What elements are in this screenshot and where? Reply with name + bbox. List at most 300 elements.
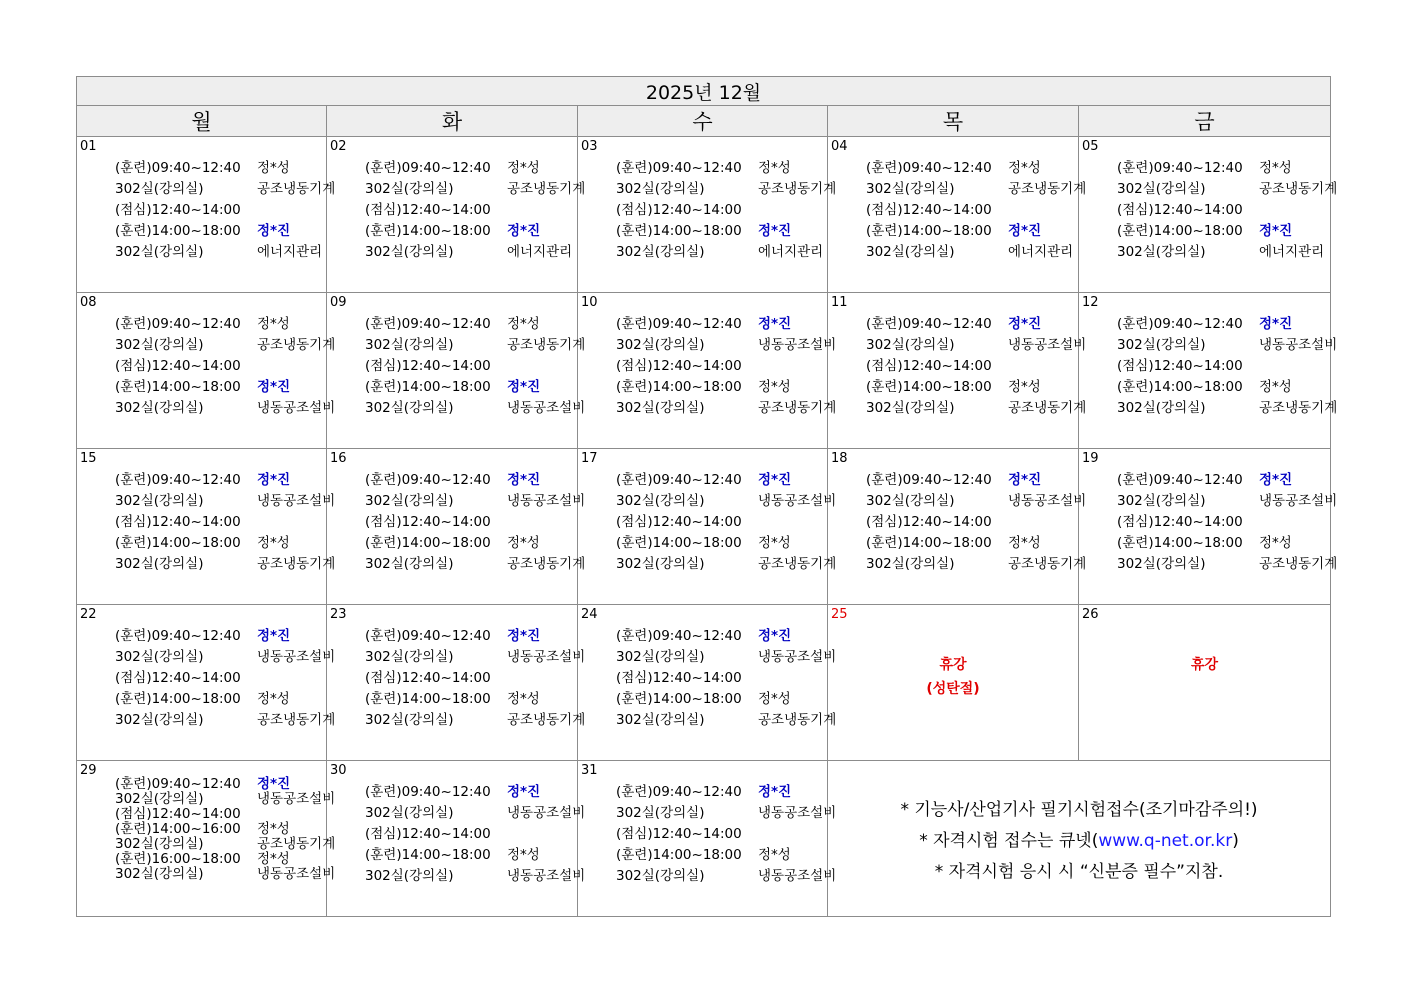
- schedule-instructor-or-subject: 정*진: [257, 472, 291, 488]
- schedule-instructor-or-subject: 냉동공조설비: [257, 493, 336, 509]
- schedule-line: [115, 626, 322, 647]
- schedule-instructor-or-subject: 냉동공조설비: [257, 400, 336, 416]
- schedule-time-or-room: (훈련)14:00~18:00: [616, 379, 742, 395]
- schedule-line: [365, 512, 573, 533]
- schedule-time-or-room: (점심)12:40~14:00: [365, 670, 491, 686]
- schedule-line: [115, 179, 336, 200]
- day-number: 30: [330, 763, 347, 778]
- schedule-line: [115, 866, 336, 882]
- notice-line-2-prefix: * 자격시험 접수는 큐넷(: [919, 831, 1099, 851]
- schedule-time-or-room: (훈련)09:40~12:40: [115, 160, 241, 176]
- schedule-instructor-or-subject: 정*성: [257, 851, 290, 867]
- schedule-line: [866, 221, 1074, 242]
- holiday-notice: [1079, 653, 1330, 677]
- schedule-instructor-or-subject: 정*성: [507, 691, 540, 707]
- schedule-line: [1117, 314, 1326, 335]
- schedule-time-or-room: 302실(강의실): [1117, 556, 1206, 572]
- schedule-line: [115, 791, 336, 807]
- day-cell: [828, 293, 1087, 449]
- schedule-time-or-room: 302실(강의실): [866, 493, 955, 509]
- day-cell: [77, 137, 336, 293]
- schedule-time-or-room: 302실(강의실): [115, 337, 204, 353]
- day-cell: [828, 137, 1087, 293]
- holiday-notice: [828, 653, 1078, 701]
- schedule-instructor-or-subject: 정*진: [758, 223, 792, 239]
- schedule-line: [365, 554, 586, 575]
- schedule-line: [115, 200, 322, 221]
- schedule-line: [616, 647, 837, 668]
- day-number: 25: [831, 607, 848, 622]
- schedule-time-or-room: 302실(강의실): [616, 181, 705, 197]
- schedule-time-or-room: (훈련)14:00~18:00: [115, 379, 241, 395]
- notice-box: [828, 795, 1330, 888]
- day-cell: [327, 761, 586, 917]
- schedule-time-or-room: (훈련)09:40~12:40: [866, 472, 992, 488]
- schedule-line: [365, 179, 586, 200]
- schedule-instructor-or-subject: 공조냉동기계: [1008, 181, 1087, 197]
- notice-line-2: [828, 826, 1330, 857]
- schedule-entries: [866, 158, 1087, 263]
- day-cell: [578, 293, 837, 449]
- schedule-time-or-room: 302실(강의실): [115, 836, 204, 852]
- day-cell: [1079, 605, 1331, 761]
- schedule-line: [616, 824, 823, 845]
- schedule-line: [115, 710, 336, 731]
- schedule-time-or-room: 302실(강의실): [866, 556, 955, 572]
- schedule-instructor-or-subject: 정*진: [257, 776, 291, 792]
- day-cell: [1079, 449, 1338, 605]
- day-cell: [578, 449, 837, 605]
- schedule-time-or-room: (훈련)09:40~12:40: [866, 316, 992, 332]
- schedule-entries: [115, 626, 336, 731]
- schedule-line: [616, 335, 837, 356]
- schedule-line: [365, 491, 586, 512]
- schedule-instructor-or-subject: 공조냉동기계: [507, 556, 586, 572]
- schedule-instructor-or-subject: 정*성: [257, 691, 290, 707]
- schedule-time-or-room: 302실(강의실): [115, 791, 204, 807]
- schedule-line: [616, 179, 837, 200]
- holiday-label: (성탄절): [926, 681, 980, 697]
- week-row: [77, 761, 1331, 917]
- schedule-time-or-room: 302실(강의실): [866, 400, 955, 416]
- schedule-instructor-or-subject: 정*진: [257, 628, 291, 644]
- schedule-time-or-room: 302실(강의실): [616, 493, 705, 509]
- notice-line-3: * 자격시험 응시 시 “신분증 필수”지참.: [934, 862, 1224, 882]
- schedule-line: [115, 822, 322, 837]
- day-number: 19: [1082, 451, 1099, 466]
- schedule-time-or-room: 302실(강의실): [616, 805, 705, 821]
- schedule-entries: [616, 158, 837, 263]
- schedule-line: [616, 356, 823, 377]
- schedule-instructor-or-subject: 공조냉동기계: [257, 836, 336, 852]
- schedule-line: [616, 377, 823, 398]
- day-cell: [77, 605, 336, 761]
- schedule-line: [866, 158, 1074, 179]
- schedule-line: [616, 470, 823, 491]
- schedule-instructor-or-subject: 정*성: [257, 821, 290, 837]
- schedule-time-or-room: (점심)12:40~14:00: [365, 358, 491, 374]
- schedule-time-or-room: 302실(강의실): [365, 805, 454, 821]
- week-row: [77, 293, 1331, 449]
- schedule-instructor-or-subject: 공조냉동기계: [257, 556, 336, 572]
- schedule-instructor-or-subject: 정*성: [507, 535, 540, 551]
- schedule-entries: [1117, 314, 1338, 419]
- notice-line-2-suffix: ): [1232, 831, 1239, 851]
- schedule-time-or-room: 302실(강의실): [365, 649, 454, 665]
- schedule-time-or-room: (훈련)09:40~12:40: [616, 160, 742, 176]
- schedule-instructor-or-subject: 냉동공조설비: [758, 649, 837, 665]
- schedule-instructor-or-subject: 정*성: [1008, 379, 1041, 395]
- schedule-instructor-or-subject: 냉동공조설비: [257, 791, 336, 807]
- schedule-line: [1117, 491, 1338, 512]
- day-number: 31: [581, 763, 598, 778]
- schedule-instructor-or-subject: 정*진: [507, 223, 541, 239]
- schedule-line: [616, 200, 823, 221]
- schedule-instructor-or-subject: 공조냉동기계: [507, 337, 586, 353]
- schedule-line: [365, 824, 573, 845]
- schedule-entries: [866, 470, 1087, 575]
- schedule-line: [115, 647, 336, 668]
- schedule-time-or-room: (점심)12:40~14:00: [365, 202, 491, 218]
- schedule-line: [365, 200, 573, 221]
- schedule-time-or-room: (훈련)14:00~18:00: [616, 535, 742, 551]
- schedule-time-or-room: (훈련)14:00~18:00: [866, 535, 992, 551]
- schedule-line: [616, 398, 837, 419]
- schedule-line: [1117, 398, 1338, 419]
- schedule-instructor-or-subject: 정*성: [257, 535, 290, 551]
- schedule-line: [365, 866, 586, 887]
- schedule-time-or-room: (점심)12:40~14:00: [365, 826, 491, 842]
- schedule-time-or-room: (점심)12:40~14:00: [616, 514, 742, 530]
- schedule-time-or-room: (훈련)16:00~18:00: [115, 851, 241, 867]
- day-number: 29: [80, 763, 97, 778]
- schedule-time-or-room: 302실(강의실): [115, 493, 204, 509]
- day-cell: [1079, 137, 1338, 293]
- schedule-time-or-room: (훈련)09:40~12:40: [365, 472, 491, 488]
- schedule-time-or-room: (점심)12:40~14:00: [365, 514, 491, 530]
- schedule-instructor-or-subject: 냉동공조설비: [758, 337, 837, 353]
- schedule-instructor-or-subject: 냉동공조설비: [257, 649, 336, 665]
- day-cell: [327, 137, 586, 293]
- schedule-time-or-room: (훈련)14:00~18:00: [1117, 223, 1243, 239]
- schedule-line: [866, 242, 1074, 263]
- schedule-line: [115, 512, 322, 533]
- schedule-line: [365, 647, 586, 668]
- day-number: 15: [80, 451, 97, 466]
- schedule-line: [365, 782, 573, 803]
- schedule-instructor-or-subject: 냉동공조설비: [1259, 493, 1338, 509]
- schedule-entries: [365, 158, 586, 263]
- schedule-time-or-room: (점심)12:40~14:00: [115, 806, 241, 822]
- schedule-instructor-or-subject: 냉동공조설비: [507, 868, 586, 884]
- schedule-line: [1117, 533, 1326, 554]
- schedule-instructor-or-subject: 냉동공조설비: [257, 866, 336, 882]
- schedule-time-or-room: 302실(강의실): [616, 337, 705, 353]
- schedule-line: [1117, 242, 1326, 263]
- schedule-line: [1117, 377, 1326, 398]
- schedule-instructor-or-subject: 공조냉동기계: [507, 181, 586, 197]
- schedule-line: [616, 221, 823, 242]
- day-cell: [578, 137, 837, 293]
- schedule-time-or-room: 302실(강의실): [365, 493, 454, 509]
- schedule-instructor-or-subject: 정*진: [507, 784, 541, 800]
- schedule-time-or-room: (점심)12:40~14:00: [115, 202, 241, 218]
- schedule-line: [365, 689, 573, 710]
- schedule-entries: [616, 782, 837, 887]
- schedule-instructor-or-subject: 냉동공조설비: [507, 493, 586, 509]
- schedule-instructor-or-subject: 냉동공조설비: [507, 400, 586, 416]
- schedule-instructor-or-subject: 공조냉동기계: [758, 400, 837, 416]
- schedule-instructor-or-subject: 공조냉동기계: [758, 556, 837, 572]
- schedule-line: [115, 668, 322, 689]
- schedule-line: [115, 314, 322, 335]
- schedule-time-or-room: 302실(강의실): [115, 866, 204, 882]
- schedule-time-or-room: (점심)12:40~14:00: [115, 514, 241, 530]
- schedule-line: [616, 533, 823, 554]
- day-number: 16: [330, 451, 347, 466]
- schedule-instructor-or-subject: 냉동공조설비: [507, 649, 586, 665]
- schedule-line: [1117, 554, 1338, 575]
- schedule-line: [616, 491, 837, 512]
- schedule-time-or-room: 302실(강의실): [866, 181, 955, 197]
- schedule-entries: [115, 470, 336, 575]
- schedule-line: [616, 668, 823, 689]
- schedule-instructor-or-subject: 정*성: [507, 160, 540, 176]
- schedule-line: [616, 512, 823, 533]
- schedule-instructor-or-subject: 공조냉동기계: [257, 712, 336, 728]
- schedule-entries: [115, 314, 336, 419]
- schedule-entries: [115, 158, 336, 263]
- schedule-instructor-or-subject: 정*진: [507, 472, 541, 488]
- schedule-line: [866, 200, 1074, 221]
- schedule-line: [866, 512, 1074, 533]
- schedule-instructor-or-subject: 정*진: [1008, 316, 1042, 332]
- schedule-time-or-room: 302실(강의실): [616, 556, 705, 572]
- schedule-instructor-or-subject: 정*성: [1259, 160, 1292, 176]
- schedule-line: [365, 221, 573, 242]
- calendar-title: 2025년 12월: [77, 77, 1331, 106]
- qnet-link[interactable]: www.q-net.or.kr: [1098, 831, 1233, 851]
- holiday-label: 휴강: [1190, 657, 1219, 673]
- schedule-line: [365, 398, 586, 419]
- day-number: 03: [581, 139, 598, 154]
- schedule-instructor-or-subject: 정*성: [758, 847, 791, 863]
- schedule-time-or-room: (점심)12:40~14:00: [616, 670, 742, 686]
- schedule-time-or-room: (훈련)14:00~16:00: [115, 821, 241, 837]
- schedule-time-or-room: (훈련)09:40~12:40: [616, 628, 742, 644]
- schedule-instructor-or-subject: 냉동공조설비: [1259, 337, 1338, 353]
- schedule-instructor-or-subject: 공조냉동기계: [758, 712, 837, 728]
- schedule-time-or-room: (훈련)09:40~12:40: [115, 316, 241, 332]
- week-row: [77, 449, 1331, 605]
- schedule-time-or-room: (점심)12:40~14:00: [866, 202, 992, 218]
- day-cell: [327, 605, 586, 761]
- day-cell: [77, 293, 336, 449]
- day-cell: [578, 761, 837, 917]
- schedule-time-or-room: 302실(강의실): [1117, 493, 1206, 509]
- schedule-line: [866, 335, 1087, 356]
- schedule-time-or-room: (훈련)14:00~18:00: [365, 379, 491, 395]
- schedule-instructor-or-subject: 정*성: [758, 535, 791, 551]
- day-cell: [77, 761, 336, 917]
- schedule-line: [365, 242, 573, 263]
- day-number: 22: [80, 607, 97, 622]
- schedule-instructor-or-subject: 정*성: [1259, 535, 1292, 551]
- schedule-time-or-room: 302실(강의실): [1117, 400, 1206, 416]
- schedule-time-or-room: (훈련)09:40~12:40: [1117, 472, 1243, 488]
- schedule-line: [1117, 200, 1326, 221]
- schedule-instructor-or-subject: 정*진: [1259, 316, 1293, 332]
- schedule-instructor-or-subject: 정*진: [758, 784, 792, 800]
- schedule-line: [1117, 221, 1326, 242]
- day-number: 11: [831, 295, 848, 310]
- schedule-time-or-room: (점심)12:40~14:00: [616, 358, 742, 374]
- schedule-line: [115, 470, 322, 491]
- schedule-instructor-or-subject: 정*진: [257, 379, 291, 395]
- schedule-line: [866, 356, 1074, 377]
- schedule-instructor-or-subject: 정*진: [758, 316, 792, 332]
- schedule-instructor-or-subject: 냉동공조설비: [758, 868, 837, 884]
- schedule-time-or-room: (훈련)14:00~18:00: [866, 223, 992, 239]
- schedule-line: [365, 845, 573, 866]
- schedule-line: [1117, 335, 1338, 356]
- schedule-time-or-room: (훈련)14:00~18:00: [365, 223, 491, 239]
- schedule-time-or-room: (훈련)09:40~12:40: [365, 628, 491, 644]
- schedule-line: [115, 398, 336, 419]
- schedule-time-or-room: 302실(강의실): [616, 649, 705, 665]
- schedule-time-or-room: (점심)12:40~14:00: [866, 358, 992, 374]
- schedule-instructor-or-subject: 정*성: [1008, 535, 1041, 551]
- schedule-entries: [616, 314, 837, 419]
- schedule-time-or-room: 302실(강의실): [365, 400, 454, 416]
- schedule-time-or-room: (훈련)14:00~18:00: [1117, 379, 1243, 395]
- schedule-instructor-or-subject: 정*성: [758, 691, 791, 707]
- schedule-time-or-room: (훈련)14:00~18:00: [365, 847, 491, 863]
- schedule-line: [616, 866, 837, 887]
- schedule-time-or-room: 302실(강의실): [1117, 244, 1206, 260]
- schedule-instructor-or-subject: 정*진: [1008, 472, 1042, 488]
- schedule-entries: [866, 314, 1087, 419]
- schedule-instructor-or-subject: 정*성: [257, 160, 290, 176]
- schedule-time-or-room: 302실(강의실): [365, 244, 454, 260]
- schedule-line: [616, 554, 837, 575]
- schedule-entries: [365, 626, 586, 731]
- schedule-line: [115, 158, 322, 179]
- schedule-line: [115, 221, 322, 242]
- schedule-entries: [365, 782, 586, 887]
- schedule-line: [115, 777, 322, 792]
- schedule-instructor-or-subject: 정*성: [257, 316, 290, 332]
- schedule-instructor-or-subject: 정*진: [1259, 472, 1293, 488]
- schedule-time-or-room: (훈련)09:40~12:40: [1117, 160, 1243, 176]
- schedule-instructor-or-subject: 냉동공조설비: [507, 805, 586, 821]
- day-number: 17: [581, 451, 598, 466]
- schedule-instructor-or-subject: 정*진: [758, 628, 792, 644]
- schedule-line: [866, 491, 1087, 512]
- schedule-time-or-room: (훈련)09:40~12:40: [365, 784, 491, 800]
- schedule-time-or-room: 302실(강의실): [866, 337, 955, 353]
- day-cell: [77, 449, 336, 605]
- schedule-time-or-room: 302실(강의실): [365, 868, 454, 884]
- day-number: 23: [330, 607, 347, 622]
- day-number: 02: [330, 139, 347, 154]
- schedule-time-or-room: (훈련)09:40~12:40: [115, 776, 241, 792]
- schedule-time-or-room: (훈련)09:40~12:40: [365, 160, 491, 176]
- notice-line-1: * 기능사/산업기사 필기시험접수(조기마감주의!): [900, 800, 1258, 820]
- schedule-line: [866, 533, 1074, 554]
- schedule-line: [1117, 356, 1326, 377]
- schedule-instructor-or-subject: 에너지관리: [1008, 244, 1074, 260]
- schedule-time-or-room: (훈련)14:00~18:00: [365, 691, 491, 707]
- schedule-instructor-or-subject: 냉동공조설비: [758, 805, 837, 821]
- day-number: 09: [330, 295, 347, 310]
- schedule-line: [115, 377, 322, 398]
- schedule-instructor-or-subject: 에너지관리: [507, 244, 573, 260]
- weekday-header-thu: 목: [828, 106, 1079, 137]
- schedule-line: [115, 356, 322, 377]
- schedule-time-or-room: 302실(강의실): [616, 244, 705, 260]
- schedule-line: [1117, 179, 1338, 200]
- schedule-instructor-or-subject: 공조냉동기계: [257, 337, 336, 353]
- schedule-line: [115, 554, 336, 575]
- schedule-line: [115, 533, 322, 554]
- schedule-line: [866, 314, 1074, 335]
- schedule-instructor-or-subject: 정*성: [507, 847, 540, 863]
- weekday-header-mon: 월: [77, 106, 327, 137]
- schedule-line: [365, 356, 573, 377]
- schedule-line: [616, 689, 823, 710]
- schedule-line: [115, 836, 336, 852]
- schedule-instructor-or-subject: 공조냉동기계: [1008, 400, 1087, 416]
- schedule-time-or-room: 302실(강의실): [115, 244, 204, 260]
- schedule-line: [866, 377, 1074, 398]
- day-number: 12: [1082, 295, 1099, 310]
- schedule-line: [616, 314, 823, 335]
- schedule-line: [866, 179, 1087, 200]
- day-number: 26: [1082, 607, 1099, 622]
- schedule-line: [616, 626, 823, 647]
- day-cell: [578, 605, 837, 761]
- schedule-time-or-room: 302실(강의실): [1117, 337, 1206, 353]
- schedule-time-or-room: 302실(강의실): [365, 337, 454, 353]
- schedule-time-or-room: 302실(강의실): [365, 181, 454, 197]
- schedule-entries: [115, 776, 336, 882]
- schedule-time-or-room: 302실(강의실): [115, 556, 204, 572]
- day-number: 01: [80, 139, 97, 154]
- schedule-time-or-room: (점심)12:40~14:00: [1117, 358, 1243, 374]
- schedule-line: [115, 852, 322, 867]
- calendar-table: [76, 76, 1338, 917]
- schedule-time-or-room: (훈련)09:40~12:40: [866, 160, 992, 176]
- schedule-line: [365, 158, 573, 179]
- schedule-time-or-room: (훈련)09:40~12:40: [1117, 316, 1243, 332]
- schedule-time-or-room: (점심)12:40~14:00: [115, 358, 241, 374]
- schedule-instructor-or-subject: 공조냉동기계: [758, 181, 837, 197]
- schedule-time-or-room: (점심)12:40~14:00: [616, 202, 742, 218]
- day-cell: [1079, 293, 1338, 449]
- schedule-time-or-room: 302실(강의실): [1117, 181, 1206, 197]
- schedule-instructor-or-subject: 에너지관리: [758, 244, 824, 260]
- schedule-instructor-or-subject: 정*성: [507, 316, 540, 332]
- day-number: 04: [831, 139, 848, 154]
- schedule-time-or-room: (훈련)14:00~18:00: [115, 223, 241, 239]
- day-cell: [828, 449, 1087, 605]
- schedule-instructor-or-subject: 공조냉동기계: [257, 181, 336, 197]
- schedule-time-or-room: 302실(강의실): [365, 712, 454, 728]
- schedule-line: [115, 335, 336, 356]
- schedule-time-or-room: (점심)12:40~14:00: [1117, 202, 1243, 218]
- schedule-time-or-room: 302실(강의실): [115, 649, 204, 665]
